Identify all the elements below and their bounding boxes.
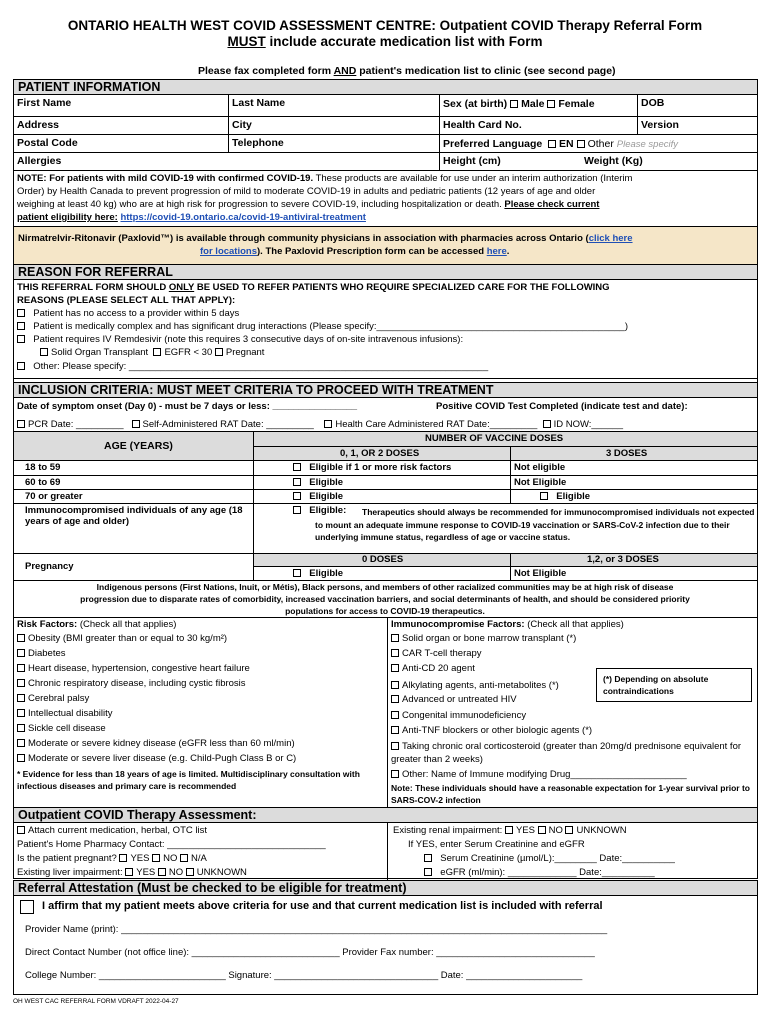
elig-checkbox[interactable]	[293, 478, 301, 486]
risk-checkbox[interactable]	[17, 694, 25, 702]
immuno-checkbox[interactable]	[391, 770, 399, 778]
egfr-value-checkbox[interactable]	[424, 868, 432, 876]
other-language-checkbox[interactable]	[577, 140, 585, 148]
elig-3-cell: Eligible	[540, 491, 590, 502]
solid-organ-checkbox[interactable]	[40, 348, 48, 356]
remdesivir-options: Solid Organ Transplant EGFR < 30 Pregnant	[40, 347, 264, 358]
preg-not-elig-cell: Not Eligible	[514, 568, 567, 579]
elig-3-cell: Not Eligible	[514, 477, 567, 488]
contact-fax-field[interactable]: Direct Contact Number (not office line): ____________________________ Provider Fax number: ______________________________	[25, 947, 595, 958]
risk-checkbox[interactable]	[17, 649, 25, 657]
risk-item: Cerebral palsy	[17, 693, 89, 704]
renal-unknown-checkbox[interactable]	[565, 826, 573, 834]
contraindications-note: (*) Depending on absolute contraindications	[603, 674, 709, 696]
click-here-link[interactable]: click here	[588, 233, 633, 244]
reason-checkbox[interactable]	[17, 322, 25, 330]
vaccine-header: NUMBER OF VACCINE DOSES	[425, 433, 564, 444]
affirm-statement: I affirm that my patient meets above criteria for use and that current medication list is included with referral	[42, 900, 603, 912]
immuno-checkbox[interactable]	[391, 711, 399, 719]
health-card-label: Health Card No.	[443, 119, 522, 131]
survival-note: Note: These individuals should have a reasonable expectation for 1-year survival prior to SARS-COV-2 infection	[391, 783, 750, 805]
risk-checkbox[interactable]	[17, 664, 25, 672]
college-signature-field[interactable]: College Number: ________________________ Signature: _______________________________ Date: ______________________	[25, 970, 583, 981]
risk-checkbox[interactable]	[17, 634, 25, 642]
address-label: Address	[17, 119, 60, 131]
preg-123-doses: 1,2, or 3 DOSES	[587, 554, 659, 565]
reason-checkbox[interactable]	[17, 362, 25, 370]
form-version-footer: OH WEST CAC REFERRAL FORM VDRAFT 2022-04-27	[13, 998, 179, 1005]
preg-0-doses: 0 DOSES	[362, 554, 404, 565]
elig-checkbox[interactable]	[293, 492, 301, 500]
immuno-item: Taking chronic oral corticosteroid (greater than 20mg/d prednisone equivalent for greater than 2 weeks)	[391, 741, 742, 765]
elig-cell: Eligible if 1 or more risk factors	[293, 462, 451, 473]
immuno-item: Alkylating agents, anti-metabolites (*)	[391, 680, 559, 691]
immuno-checkbox[interactable]	[391, 649, 399, 657]
renal-impairment: Existing renal impairment: YES NO UNKNOWN	[393, 825, 627, 836]
pregnant-no-checkbox[interactable]	[152, 854, 160, 862]
risk-item: Sickle cell disease	[17, 723, 106, 734]
immuno-checkbox[interactable]	[391, 681, 399, 689]
liver-impairment: Existing liver impairment: YES NO UNKNOWN	[17, 867, 247, 878]
hc-rat-checkbox[interactable]	[324, 420, 332, 428]
egfr-checkbox[interactable]	[153, 348, 161, 356]
pregnant-yes-checkbox[interactable]	[119, 854, 127, 862]
patient-info-header: PATIENT INFORMATION	[14, 80, 757, 94]
age-header: AGE (YEARS)	[104, 440, 173, 452]
liver-unknown-checkbox[interactable]	[186, 868, 194, 876]
last-name-label: Last Name	[232, 97, 286, 109]
reason-intro-2: REASONS (PLEASE SELECT ALL THAT APPLY):	[17, 295, 236, 306]
age-row: 70 or greater	[25, 491, 83, 502]
reason-checkbox[interactable]	[17, 309, 25, 317]
liver-no-checkbox[interactable]	[158, 868, 166, 876]
reason-item: Patient is medically complex and has significant drug interactions (Please specify:_______________________________________________)	[17, 321, 628, 332]
risk-item: Heart disease, hypertension, congestive heart failure	[17, 663, 250, 674]
fax-instruction: Please fax completed form AND patient's medication list to clinic (see second page)	[198, 65, 616, 77]
risk-checkbox[interactable]	[17, 739, 25, 747]
test-options: PCR Date: _________ Self-Administered RAT Date: _________ Health Care Administered RAT Date:_________ ID NOW:______	[17, 419, 623, 430]
pregnant-na-checkbox[interactable]	[180, 854, 188, 862]
risk-item: Intellectual disability	[17, 708, 113, 719]
immuno-item: Anti-CD 20 agent	[391, 663, 475, 674]
reason-header: REASON FOR REFERRAL	[14, 265, 757, 279]
indigenous-note-2: progression due to disparate rates of comorbidity, increased vaccination barriers, and social determinants of health, and should be considered priority	[80, 594, 690, 604]
risk-checkbox[interactable]	[17, 709, 25, 717]
attach-meds: Attach current medication, herbal, OTC list	[17, 825, 207, 836]
indigenous-note-3: populations for access to COVID-19 therapeutics.	[285, 606, 485, 616]
eligibility-link[interactable]: https://covid-19.ontario.ca/covid-19-antiviral-treatment	[120, 212, 366, 223]
elig-cell: Eligible	[293, 491, 343, 502]
risk-item: Diabetes	[17, 648, 66, 659]
immuno-item: Other: Name of Immune modifying Drug______________________	[391, 769, 687, 780]
home-pharmacy: Patient's Home Pharmacy Contact: ______________________________	[17, 839, 326, 850]
reason-item: Patient requires IV Remdesivir (note this requires 3 consecutive days of on-site intravenous infusions):	[17, 334, 463, 345]
allergies-label: Allergies	[17, 155, 62, 167]
preferred-language-field: Preferred Language EN Other Please specify	[443, 138, 679, 150]
elig-checkbox[interactable]	[293, 463, 301, 471]
risk-checkbox[interactable]	[17, 679, 25, 687]
id-now-checkbox[interactable]	[543, 420, 551, 428]
creatinine-checkbox[interactable]	[424, 854, 432, 862]
weight-label: Weight (Kg)	[584, 155, 643, 167]
indigenous-note-1: Indigenous persons (First Nations, Inuit, or Métis), Black persons, and members of other racialized communities may be at high risk of disease	[96, 582, 674, 592]
immuno-item: Anti-TNF blockers or other biologic agents (*)	[391, 725, 592, 736]
here-link[interactable]: here	[486, 246, 507, 257]
for-locations-link[interactable]: for locations	[200, 246, 258, 257]
immuno-checkbox[interactable]	[391, 726, 399, 734]
form-title: ONTARIO HEALTH WEST COVID ASSESSMENT CENTRE: Outpatient COVID Therapy Referral Form	[67, 18, 703, 33]
risk-item: Obesity (BMI greater than or equal to 30 kg/m²)	[17, 633, 227, 644]
immuno-age-cell: Immunocompromised individuals of any age (18 years of age and older)	[25, 505, 243, 527]
first-name-label: First Name	[17, 97, 72, 109]
self-rat-checkbox[interactable]	[132, 420, 140, 428]
renal-if-yes: If YES, enter Serum Creatinine and eGFR	[408, 839, 585, 850]
pcr-checkbox[interactable]	[17, 420, 25, 428]
inclusion-header: INCLUSION CRITERIA: MUST MEET CRITERIA TO PROCEED WITH TREATMENT	[14, 383, 757, 397]
pregnancy-row: Pregnancy	[25, 561, 74, 572]
version-label: Version	[641, 119, 679, 131]
city-label: City	[232, 119, 252, 131]
form-subtitle: MUST include accurate medication list with Form	[227, 34, 543, 49]
risk-checkbox[interactable]	[17, 754, 25, 762]
risk-item: Chronic respiratory disease, including cystic fibrosis	[17, 678, 246, 689]
paxlovid-line-2: for locations). The Paxlovid Prescription form can be accessed here.	[200, 246, 510, 257]
telephone-label: Telephone	[232, 137, 284, 149]
immuno-checkbox[interactable]	[391, 664, 399, 672]
age-row: 18 to 59	[25, 462, 61, 473]
assessment-header: Outpatient COVID Therapy Assessment:	[14, 808, 757, 822]
immuno-item: Solid organ or bone marrow transplant (*)	[391, 633, 576, 644]
female-checkbox[interactable]	[547, 100, 555, 108]
pregnant-checkbox[interactable]	[215, 348, 223, 356]
sex-field: Sex (at birth) Male Female	[443, 98, 595, 110]
risk-checkbox[interactable]	[17, 724, 25, 732]
immuno-elig-checkbox[interactable]	[293, 506, 301, 514]
preg-elig-cell: Eligible	[293, 568, 343, 579]
doses-012-header: 0, 1, OR 2 DOSES	[340, 448, 420, 459]
immuno-checkbox[interactable]	[391, 742, 399, 750]
immuno-item: CAR T-cell therapy	[391, 648, 482, 659]
age-row: 60 to 69	[25, 477, 61, 488]
provider-name-field[interactable]: Provider Name (print): ____________________________________________________________________________________________	[25, 924, 608, 935]
renal-no-checkbox[interactable]	[538, 826, 546, 834]
liver-yes-checkbox[interactable]	[125, 868, 133, 876]
reason-item: Other: Please specify: ____________________________________________________________________	[17, 361, 488, 372]
attestation-header: Referral Attestation (Must be checked to be eligible for treatment)	[14, 881, 757, 895]
risk-factors-title: Risk Factors: (Check all that applies)	[17, 619, 177, 630]
evidence-note: * Evidence for less than 18 years of age is limited. Multidisciplinary consultation with infectious diseases and primary care is recommended	[17, 769, 360, 791]
immuno-elig-text: Therapeutics should always be recommended for immunocompromised individuals not expected to mount an adequate immune response to COVID-19 vaccination or SARS-CoV-2 infection due to their underlying immune status, regardless of age or vaccine status.	[315, 507, 755, 542]
en-checkbox[interactable]	[548, 140, 556, 148]
note-line-4: patient eligibility here: https://covid-19.ontario.ca/covid-19-antiviral-treatment	[17, 212, 366, 223]
elig-cell: Eligible	[293, 477, 343, 488]
postal-code-label: Postal Code	[17, 137, 78, 149]
elig-3-checkbox[interactable]	[540, 492, 548, 500]
male-checkbox[interactable]	[510, 100, 518, 108]
renal-yes-checkbox[interactable]	[505, 826, 513, 834]
affirm-checkbox[interactable]	[20, 900, 34, 914]
immuno-checkbox[interactable]	[391, 695, 399, 703]
height-label: Height (cm)	[443, 155, 501, 167]
note-line-3: weighing at least 40 kg) who are at high risk for progression to severe COVID-19, including hospitalization or death. Please check current	[17, 199, 600, 210]
immuno-checkbox[interactable]	[391, 634, 399, 642]
egfr-value: eGFR (ml/min): _____________ Date:__________	[424, 867, 655, 878]
immuno-item: Congenital immunodeficiency	[391, 710, 526, 721]
immuno-item: Advanced or untreated HIV	[391, 694, 517, 705]
reason-intro-1: THIS REFERRAL FORM SHOULD ONLY BE USED TO REFER PATIENTS WHO REQUIRE SPECIALIZED CARE FOR THE FOLLOWING	[17, 282, 610, 293]
attach-meds-checkbox[interactable]	[17, 826, 25, 834]
pregnant-question: Is the patient pregnant? YES NO N/A	[17, 853, 207, 864]
preg-elig-checkbox[interactable]	[293, 569, 301, 577]
symptom-onset: Date of symptom onset (Day 0) - must be 7 days or less: ________________	[17, 401, 358, 412]
doses-3-header: 3 DOSES	[606, 448, 648, 459]
paxlovid-line-1: Nirmatrelvir-Ritonavir (Paxlovid™) is available through community physicians in association with pharmacies across Ontario (click here	[18, 233, 633, 244]
note-line-2: Order) by Health Canada to prevent progression of mild to moderate COVID-19 in adults and pediatric patients (12 years of age and older	[17, 186, 596, 197]
immuno-elig-cell: Eligible:	[293, 505, 346, 516]
dob-label: DOB	[641, 97, 665, 109]
risk-item: Moderate or severe liver disease (e.g. Child-Pugh Class B or C)	[17, 753, 296, 764]
immuno-factors-title: Immunocompromise Factors: (Check all that applies)	[391, 619, 624, 630]
elig-3-cell: Not eligible	[514, 462, 566, 473]
risk-item: Moderate or severe kidney disease (eGFR less than 60 ml/min)	[17, 738, 295, 749]
reason-item: Patient has no access to a provider within 5 days	[17, 308, 239, 319]
reason-checkbox[interactable]	[17, 335, 25, 343]
serum-creatinine: Serum Creatinine (µmol/L):________ Date:__________	[424, 853, 675, 864]
note-line-1: NOTE: For patients with mild COVID-19 with confirmed COVID-19. These products are available for use under an interim authorization (Interim	[17, 173, 633, 184]
positive-test: Positive COVID Test Completed (indicate test and date):	[436, 401, 688, 412]
